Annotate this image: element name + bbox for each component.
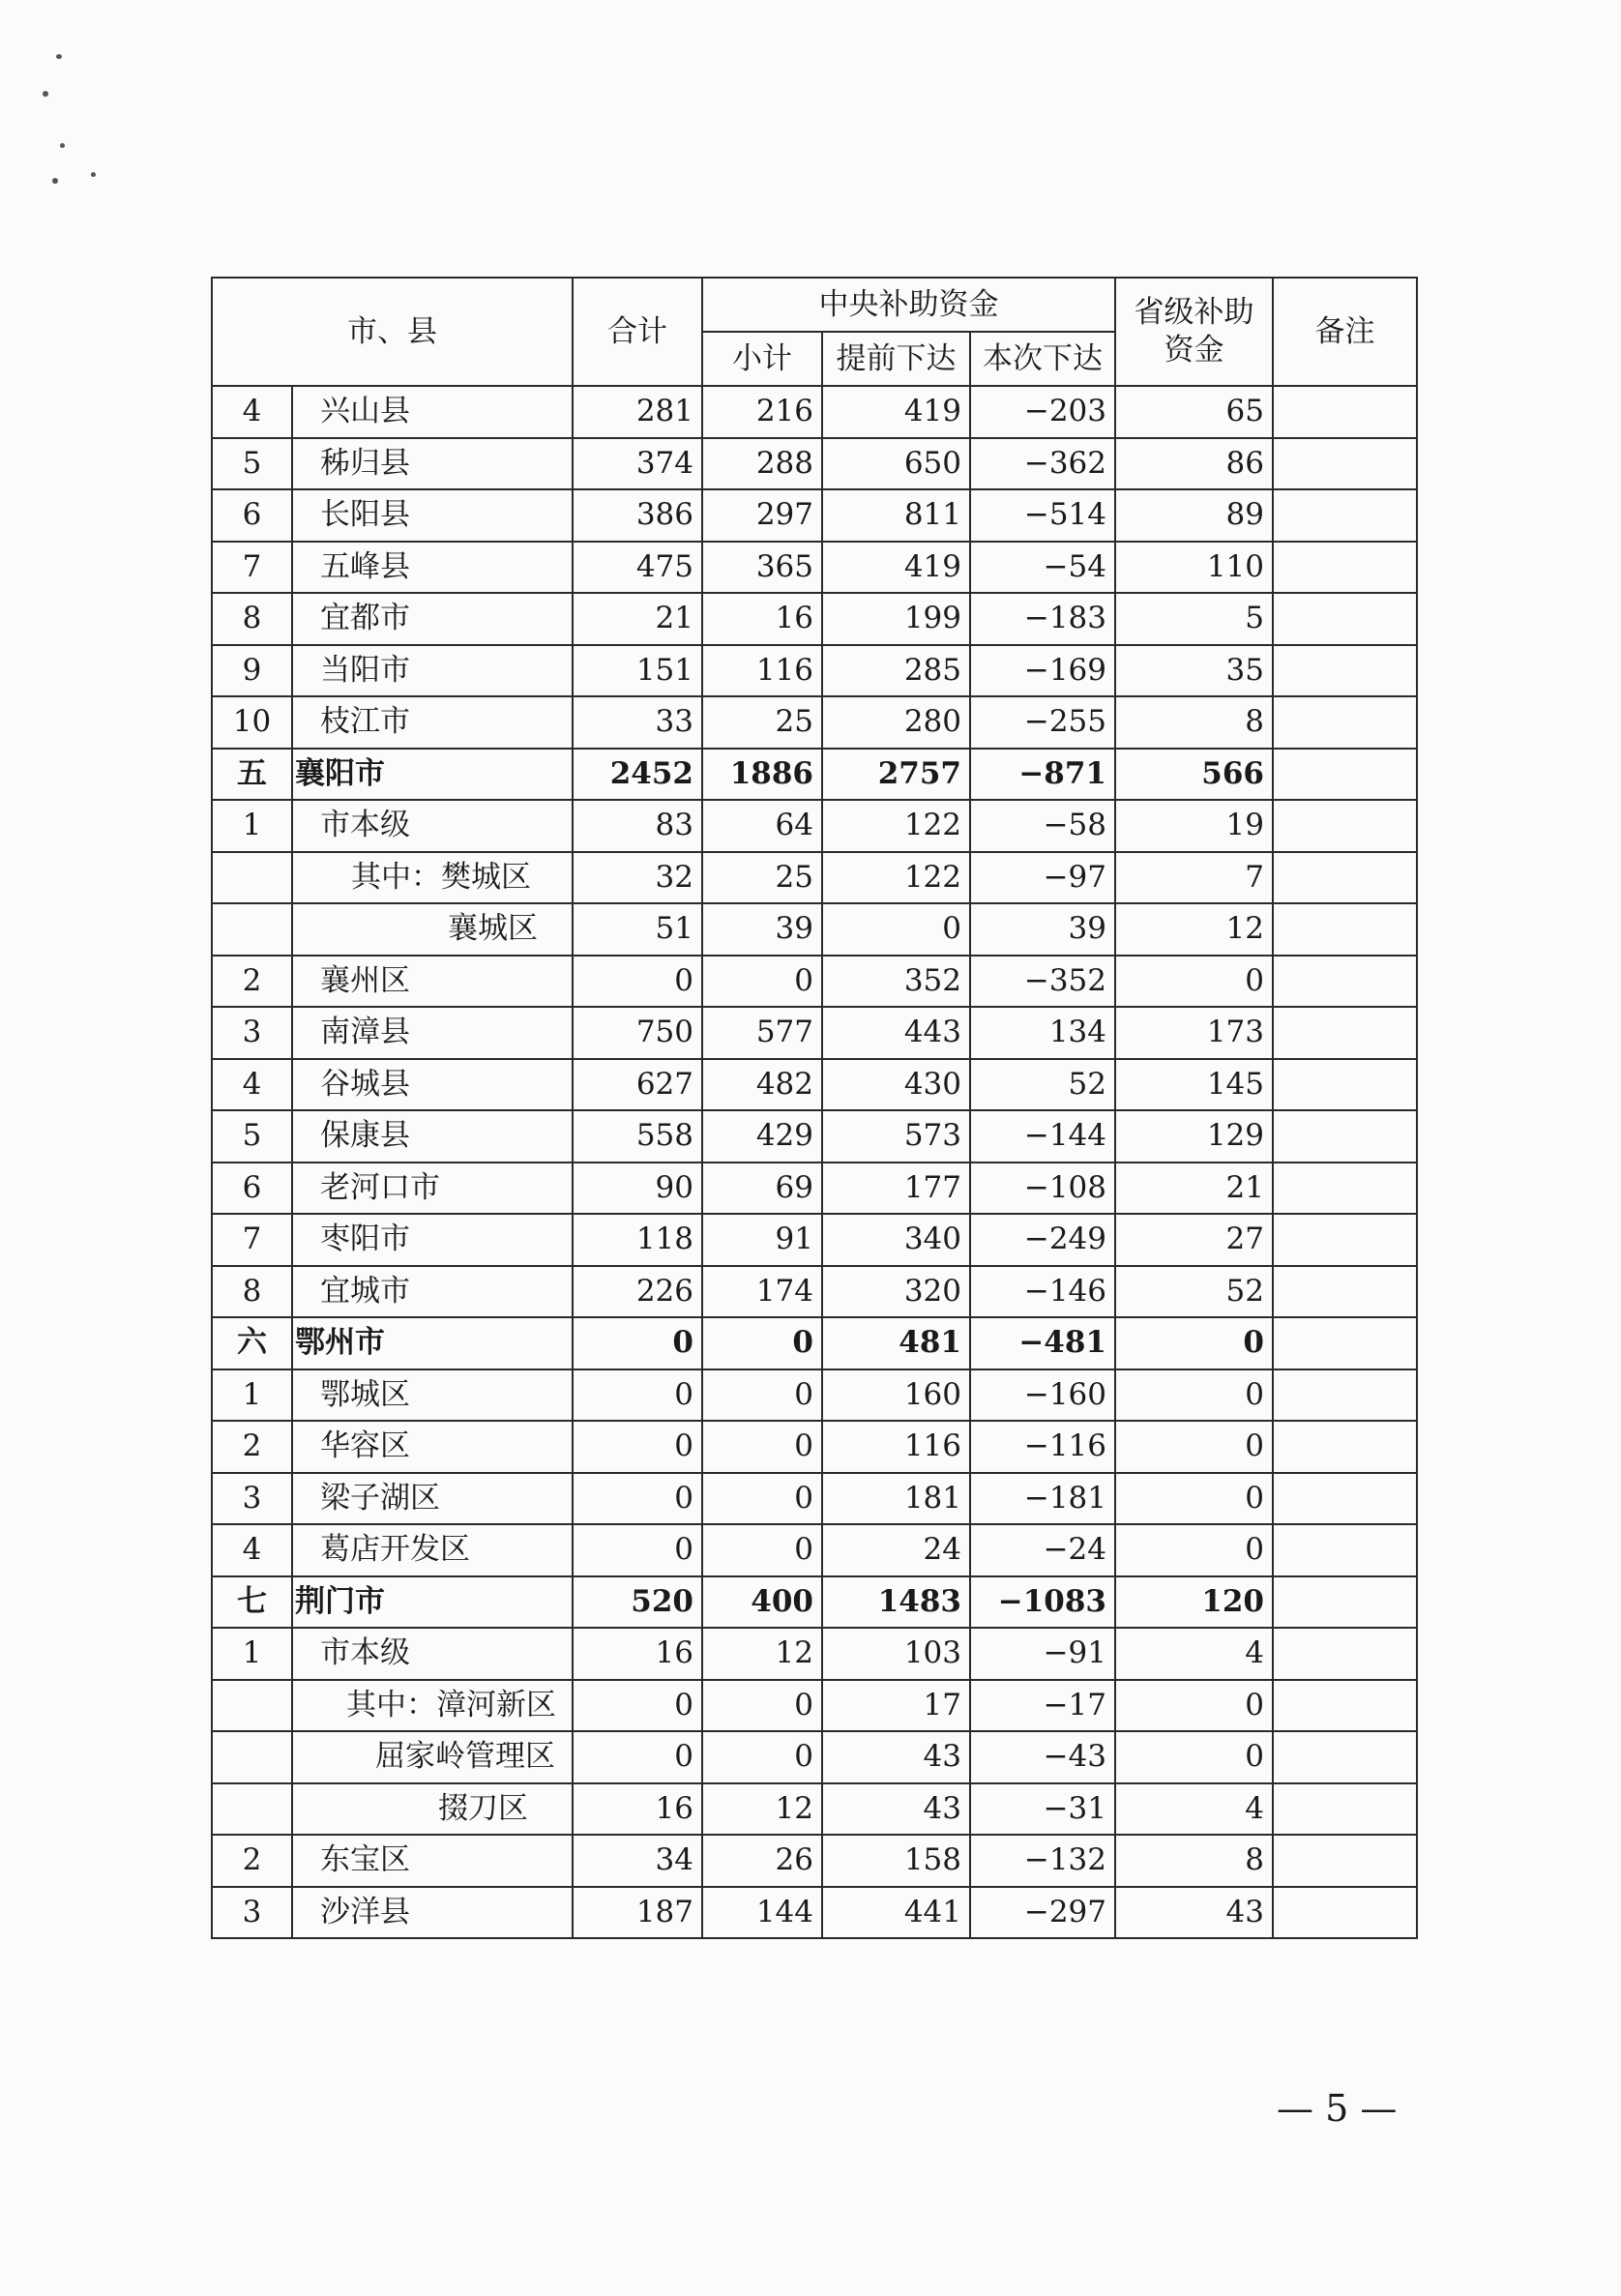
row-remarks [1273,800,1417,852]
row-central-subtotal: 0 [702,1473,822,1525]
row-seq: 4 [212,1524,292,1576]
table-row [212,1266,1417,1318]
row-seq: 6 [212,1163,292,1215]
row-region-name: 其中：樊城区 [292,852,573,904]
row-provincial-fund: 27 [1115,1214,1273,1266]
row-remarks [1273,542,1417,594]
row-remarks [1273,1731,1417,1783]
row-provincial-fund: 43 [1115,1887,1273,1939]
row-seq: 1 [212,1369,292,1422]
row-central-advance: 352 [822,956,970,1008]
table-header [212,278,1417,386]
scan-speck [52,178,58,184]
row-remarks [1273,956,1417,1008]
row-seq: 3 [212,1473,292,1525]
row-central-advance: 419 [822,542,970,594]
row-seq [212,1783,292,1836]
header-remarks: 备注 [1273,278,1417,386]
row-remarks [1273,903,1417,956]
row-remarks [1273,489,1417,542]
page-number: — 5 — [1277,2087,1398,2130]
row-central-this-time: −181 [970,1473,1115,1525]
subsidy-table-container [211,277,1418,1939]
row-seq: 4 [212,1059,292,1111]
row-provincial-fund: 8 [1115,696,1273,749]
row-total: 0 [573,1680,702,1732]
row-total: 51 [573,903,702,956]
row-region-name: 宜城市 [292,1266,573,1318]
row-central-advance: 481 [822,1317,970,1369]
row-provincial-fund: 7 [1115,852,1273,904]
row-provincial-fund: 0 [1115,1680,1273,1732]
header-central-fund: 中央补助资金 [702,278,1115,332]
row-provincial-fund: 0 [1115,1317,1273,1369]
row-central-advance: 2757 [822,749,970,801]
table-row [212,1059,1417,1111]
row-central-subtotal: 0 [702,1731,822,1783]
row-remarks [1273,1473,1417,1525]
row-central-this-time: −116 [970,1421,1115,1473]
row-central-subtotal: 64 [702,800,822,852]
row-central-this-time: −132 [970,1835,1115,1887]
row-central-subtotal: 69 [702,1163,822,1215]
row-central-this-time: −362 [970,438,1115,490]
row-region-name: 葛店开发区 [292,1524,573,1576]
row-central-advance: 441 [822,1887,970,1939]
row-central-this-time: 134 [970,1007,1115,1059]
row-central-this-time: −871 [970,749,1115,801]
row-region-name: 其中：漳河新区 [292,1680,573,1732]
row-seq [212,903,292,956]
row-seq: 2 [212,956,292,1008]
row-seq: 2 [212,1835,292,1887]
row-remarks [1273,1110,1417,1163]
row-remarks [1273,1059,1417,1111]
row-provincial-fund: 65 [1115,386,1273,438]
row-central-advance: 43 [822,1731,970,1783]
row-provincial-fund: 89 [1115,489,1273,542]
row-provincial-fund: 5 [1115,593,1273,645]
table-row [212,386,1417,438]
row-central-advance: 650 [822,438,970,490]
row-central-this-time: −1083 [970,1576,1115,1629]
row-region-name: 市本级 [292,1628,573,1680]
row-total: 750 [573,1007,702,1059]
row-seq: 2 [212,1421,292,1473]
row-central-this-time: −17 [970,1680,1115,1732]
table-row-group [212,1317,1417,1369]
row-central-subtotal: 39 [702,903,822,956]
row-central-advance: 103 [822,1628,970,1680]
row-region-name: 保康县 [292,1110,573,1163]
row-total: 0 [573,956,702,1008]
row-seq: 10 [212,696,292,749]
row-central-subtotal: 1886 [702,749,822,801]
row-region-name: 襄州区 [292,956,573,1008]
row-remarks [1273,1007,1417,1059]
table-row [212,1110,1417,1163]
row-seq [212,1731,292,1783]
table-row [212,1473,1417,1525]
row-total: 627 [573,1059,702,1111]
row-seq: 六 [212,1317,292,1369]
table-row-group [212,749,1417,801]
row-remarks [1273,438,1417,490]
row-central-advance: 419 [822,386,970,438]
row-central-subtotal: 91 [702,1214,822,1266]
scan-speck [91,172,96,177]
row-remarks [1273,749,1417,801]
row-region-name: 东宝区 [292,1835,573,1887]
row-seq: 9 [212,645,292,697]
table-row [212,1731,1417,1783]
row-central-subtotal: 0 [702,1524,822,1576]
row-remarks [1273,1421,1417,1473]
header-subtotal: 小计 [702,332,822,386]
row-total: 0 [573,1473,702,1525]
row-central-advance: 199 [822,593,970,645]
row-total: 0 [573,1421,702,1473]
row-seq [212,852,292,904]
row-provincial-fund: 566 [1115,749,1273,801]
row-central-advance: 43 [822,1783,970,1836]
row-central-advance: 1483 [822,1576,970,1629]
table-row [212,438,1417,490]
table-row [212,645,1417,697]
row-central-advance: 573 [822,1110,970,1163]
row-seq: 7 [212,542,292,594]
scan-speck [43,91,48,97]
row-total: 187 [573,1887,702,1939]
row-central-advance: 17 [822,1680,970,1732]
row-central-advance: 430 [822,1059,970,1111]
row-central-this-time: −169 [970,645,1115,697]
row-provincial-fund: 0 [1115,1421,1273,1473]
row-central-this-time: −146 [970,1266,1115,1318]
table-row [212,1524,1417,1576]
row-central-advance: 24 [822,1524,970,1576]
row-total: 90 [573,1163,702,1215]
table-row [212,1163,1417,1215]
row-central-advance: 443 [822,1007,970,1059]
row-region-name: 长阳县 [292,489,573,542]
row-provincial-fund: 0 [1115,1369,1273,1422]
row-total: 0 [573,1317,702,1369]
row-total: 21 [573,593,702,645]
table-row [212,1783,1417,1836]
table-row [212,489,1417,542]
row-central-subtotal: 0 [702,1369,822,1422]
row-region-name: 枝江市 [292,696,573,749]
row-remarks [1273,696,1417,749]
row-seq: 3 [212,1007,292,1059]
row-remarks [1273,1317,1417,1369]
row-total: 83 [573,800,702,852]
row-remarks [1273,1369,1417,1422]
row-provincial-fund: 110 [1115,542,1273,594]
row-region-name: 枣阳市 [292,1214,573,1266]
row-remarks [1273,1783,1417,1836]
table-row [212,1369,1417,1422]
row-central-advance: 160 [822,1369,970,1422]
row-seq: 3 [212,1887,292,1939]
row-total: 16 [573,1783,702,1836]
row-region-name: 老河口市 [292,1163,573,1215]
row-region-name: 谷城县 [292,1059,573,1111]
row-remarks [1273,1163,1417,1215]
table-row [212,903,1417,956]
header-provincial-fund: 省级补助资金 [1115,278,1273,386]
row-total: 0 [573,1731,702,1783]
table-body [212,386,1417,1938]
row-region-name: 荆门市 [292,1576,573,1629]
row-central-advance: 340 [822,1214,970,1266]
row-remarks [1273,386,1417,438]
row-central-subtotal: 288 [702,438,822,490]
row-provincial-fund: 0 [1115,1524,1273,1576]
row-central-this-time: −481 [970,1317,1115,1369]
row-total: 374 [573,438,702,490]
table-row [212,800,1417,852]
row-central-this-time: −203 [970,386,1115,438]
row-central-this-time: −43 [970,1731,1115,1783]
table-row [212,1628,1417,1680]
row-central-subtotal: 365 [702,542,822,594]
table-row [212,696,1417,749]
row-total: 16 [573,1628,702,1680]
header-total: 合计 [573,278,702,386]
row-central-advance: 285 [822,645,970,697]
row-central-advance: 0 [822,903,970,956]
row-region-name: 当阳市 [292,645,573,697]
row-provincial-fund: 52 [1115,1266,1273,1318]
table-row [212,542,1417,594]
row-central-advance: 280 [822,696,970,749]
row-central-advance: 122 [822,852,970,904]
row-central-subtotal: 25 [702,696,822,749]
row-total: 475 [573,542,702,594]
row-central-this-time: −514 [970,489,1115,542]
row-provincial-fund: 0 [1115,1473,1273,1525]
row-central-subtotal: 26 [702,1835,822,1887]
row-central-advance: 116 [822,1421,970,1473]
row-provincial-fund: 4 [1115,1783,1273,1836]
row-central-subtotal: 116 [702,645,822,697]
row-central-subtotal: 400 [702,1576,822,1629]
row-provincial-fund: 129 [1115,1110,1273,1163]
row-total: 386 [573,489,702,542]
row-remarks [1273,1887,1417,1939]
row-central-this-time: −54 [970,542,1115,594]
row-central-advance: 158 [822,1835,970,1887]
row-central-advance: 811 [822,489,970,542]
row-region-name: 宜都市 [292,593,573,645]
row-provincial-fund: 173 [1115,1007,1273,1059]
row-seq: 5 [212,1110,292,1163]
row-remarks [1273,645,1417,697]
row-central-subtotal: 174 [702,1266,822,1318]
row-remarks [1273,852,1417,904]
row-remarks [1273,1524,1417,1576]
header-this-time: 本次下达 [970,332,1115,386]
row-region-name: 市本级 [292,800,573,852]
table-row [212,1887,1417,1939]
row-seq: 7 [212,1214,292,1266]
row-central-this-time: −91 [970,1628,1115,1680]
row-total: 226 [573,1266,702,1318]
row-total: 34 [573,1835,702,1887]
row-remarks [1273,1214,1417,1266]
row-region-name: 襄阳市 [292,749,573,801]
row-provincial-fund: 0 [1115,956,1273,1008]
row-region-name: 梁子湖区 [292,1473,573,1525]
row-seq: 4 [212,386,292,438]
row-central-this-time: −58 [970,800,1115,852]
row-region-name: 秭归县 [292,438,573,490]
table-row [212,1007,1417,1059]
table-row-group [212,1576,1417,1629]
row-seq: 8 [212,1266,292,1318]
row-central-subtotal: 0 [702,1680,822,1732]
header-city-county: 市、县 [212,278,573,386]
row-central-this-time: −31 [970,1783,1115,1836]
row-central-subtotal: 0 [702,1317,822,1369]
row-remarks [1273,1680,1417,1732]
table-row [212,956,1417,1008]
row-central-this-time: −352 [970,956,1115,1008]
row-seq: 6 [212,489,292,542]
row-central-this-time: −183 [970,593,1115,645]
row-region-name: 鄂城区 [292,1369,573,1422]
row-total: 118 [573,1214,702,1266]
row-provincial-fund: 21 [1115,1163,1273,1215]
table-row [212,593,1417,645]
row-provincial-fund: 4 [1115,1628,1273,1680]
row-provincial-fund: 86 [1115,438,1273,490]
row-central-advance: 181 [822,1473,970,1525]
row-total: 281 [573,386,702,438]
row-central-subtotal: 12 [702,1783,822,1836]
row-central-advance: 122 [822,800,970,852]
row-total: 0 [573,1524,702,1576]
row-central-subtotal: 482 [702,1059,822,1111]
table-row [212,1835,1417,1887]
table-row [212,852,1417,904]
row-seq [212,1680,292,1732]
row-seq: 五 [212,749,292,801]
table-row [212,1680,1417,1732]
scan-speck [60,143,65,148]
row-region-name: 兴山县 [292,386,573,438]
row-central-this-time: −108 [970,1163,1115,1215]
row-provincial-fund: 19 [1115,800,1273,852]
row-region-name: 华容区 [292,1421,573,1473]
row-central-this-time: −24 [970,1524,1115,1576]
header-advance: 提前下达 [822,332,970,386]
row-region-name: 沙洋县 [292,1887,573,1939]
row-central-subtotal: 144 [702,1887,822,1939]
row-central-subtotal: 0 [702,956,822,1008]
row-total: 33 [573,696,702,749]
row-central-advance: 320 [822,1266,970,1318]
row-central-subtotal: 16 [702,593,822,645]
row-central-subtotal: 0 [702,1421,822,1473]
table-row [212,1214,1417,1266]
row-total: 520 [573,1576,702,1629]
row-seq: 七 [212,1576,292,1629]
row-seq: 5 [212,438,292,490]
row-region-name: 屈家岭管理区 [292,1731,573,1783]
row-seq: 8 [212,593,292,645]
row-central-subtotal: 297 [702,489,822,542]
scan-speck [56,54,62,59]
row-central-subtotal: 25 [702,852,822,904]
row-central-this-time: −144 [970,1110,1115,1163]
row-central-advance: 177 [822,1163,970,1215]
subsidy-table [211,277,1418,1939]
row-provincial-fund: 145 [1115,1059,1273,1111]
row-central-this-time: −255 [970,696,1115,749]
row-central-this-time: −160 [970,1369,1115,1422]
row-provincial-fund: 8 [1115,1835,1273,1887]
row-central-this-time: 52 [970,1059,1115,1111]
row-total: 151 [573,645,702,697]
row-region-name: 襄城区 [292,903,573,956]
row-total: 2452 [573,749,702,801]
row-remarks [1273,1266,1417,1318]
row-provincial-fund: 35 [1115,645,1273,697]
row-provincial-fund: 12 [1115,903,1273,956]
row-remarks [1273,1628,1417,1680]
row-total: 0 [573,1369,702,1422]
row-region-name: 南漳县 [292,1007,573,1059]
row-remarks [1273,593,1417,645]
row-region-name: 五峰县 [292,542,573,594]
row-central-subtotal: 216 [702,386,822,438]
row-seq: 1 [212,800,292,852]
row-total: 558 [573,1110,702,1163]
row-region-name: 鄂州市 [292,1317,573,1369]
row-central-this-time: −97 [970,852,1115,904]
row-region-name: 掇刀区 [292,1783,573,1836]
row-seq: 1 [212,1628,292,1680]
row-central-this-time: 39 [970,903,1115,956]
row-central-subtotal: 577 [702,1007,822,1059]
row-central-this-time: −249 [970,1214,1115,1266]
table-row [212,1421,1417,1473]
row-central-subtotal: 429 [702,1110,822,1163]
row-central-this-time: −297 [970,1887,1115,1939]
row-provincial-fund: 120 [1115,1576,1273,1629]
row-central-subtotal: 12 [702,1628,822,1680]
row-remarks [1273,1835,1417,1887]
row-remarks [1273,1576,1417,1629]
row-total: 32 [573,852,702,904]
row-provincial-fund: 0 [1115,1731,1273,1783]
